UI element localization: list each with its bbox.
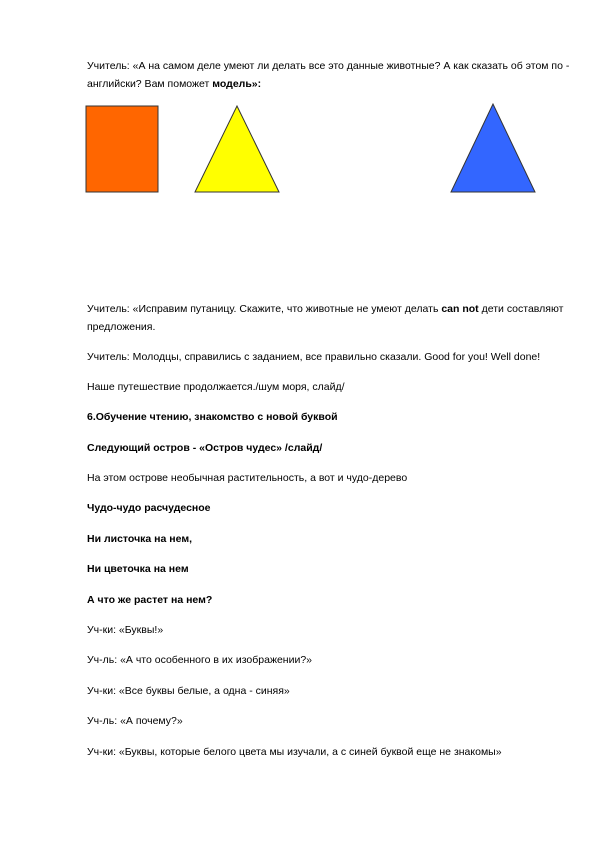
bold-text: Ни цветочка на нем	[87, 563, 189, 575]
paragraph-teacher-correct-continued	[87, 319, 567, 336]
paragraph-text: английски? Вам поможет	[87, 78, 213, 90]
paragraph-text: Учитель: «Исправим путаницу. Скажите, что животные не умеют делать	[87, 303, 442, 315]
bold-text: Следующий остров - «Остров чудес» /слайд/	[87, 442, 323, 454]
paragraph-text: Учитель: Молодцы, справились с заданием, все правильно сказали. Good for you! Well done!	[87, 351, 541, 363]
paragraph-text: предложения.	[87, 321, 156, 333]
section-heading	[87, 409, 567, 426]
heading-text: 6.Обучение чтению, знакомство с новой буквой	[87, 411, 338, 423]
yellow-triangle-shape	[195, 106, 279, 192]
bold-text: can not	[441, 303, 479, 315]
paragraph-text: На этом острове необычная растительность, а вот и чудо-дерево	[87, 472, 408, 484]
bold-text: Ни листочка на нем,	[87, 533, 193, 545]
dialogue-line	[87, 683, 567, 700]
blue-triangle-shape	[451, 104, 535, 192]
paragraph-text: Наше путешествие продолжается./шум моря, слайд/	[87, 381, 345, 393]
bold-text: модель»:	[212, 78, 262, 90]
dialogue-line	[87, 622, 567, 639]
paragraph-teacher-correct	[87, 301, 567, 318]
paragraph-teacher-praise	[87, 349, 567, 366]
bold-text: А что же растет на нем?	[87, 594, 213, 606]
paragraph-next-island	[87, 440, 567, 457]
paragraph-journey	[87, 379, 567, 396]
paragraph-text: Уч-ль: «А почему?»	[87, 715, 183, 727]
paragraph-text: Учитель: «А на самом деле умеют ли делать все это данные животные? А как сказать об этом по -	[87, 60, 570, 72]
poem-line-1	[87, 500, 567, 517]
dialogue-line	[87, 744, 567, 761]
poem-line-2	[87, 531, 567, 548]
paragraph-island-description	[87, 470, 567, 487]
orange-square-shape	[86, 106, 158, 192]
poem-line-3	[87, 561, 567, 578]
paragraph-text: Уч-ки: «Буквы, которые белого цвета мы изучали, а с синей буквой еще не знакомы»	[87, 746, 502, 758]
dialogue-line	[87, 713, 567, 730]
paragraph-text: Уч-ль: «А что особенного в их изображении?»	[87, 654, 313, 666]
paragraph-text: Уч-ки: «Все буквы белые, а одна - синяя»	[87, 685, 290, 697]
poem-line-4	[87, 592, 567, 609]
dialogue-line	[87, 652, 567, 669]
paragraph-text: дети составляют	[478, 303, 564, 315]
paragraph-text: Уч-ки: «Буквы!»	[87, 624, 164, 636]
bold-text: Чудо-чудо расчудесное	[87, 502, 211, 514]
